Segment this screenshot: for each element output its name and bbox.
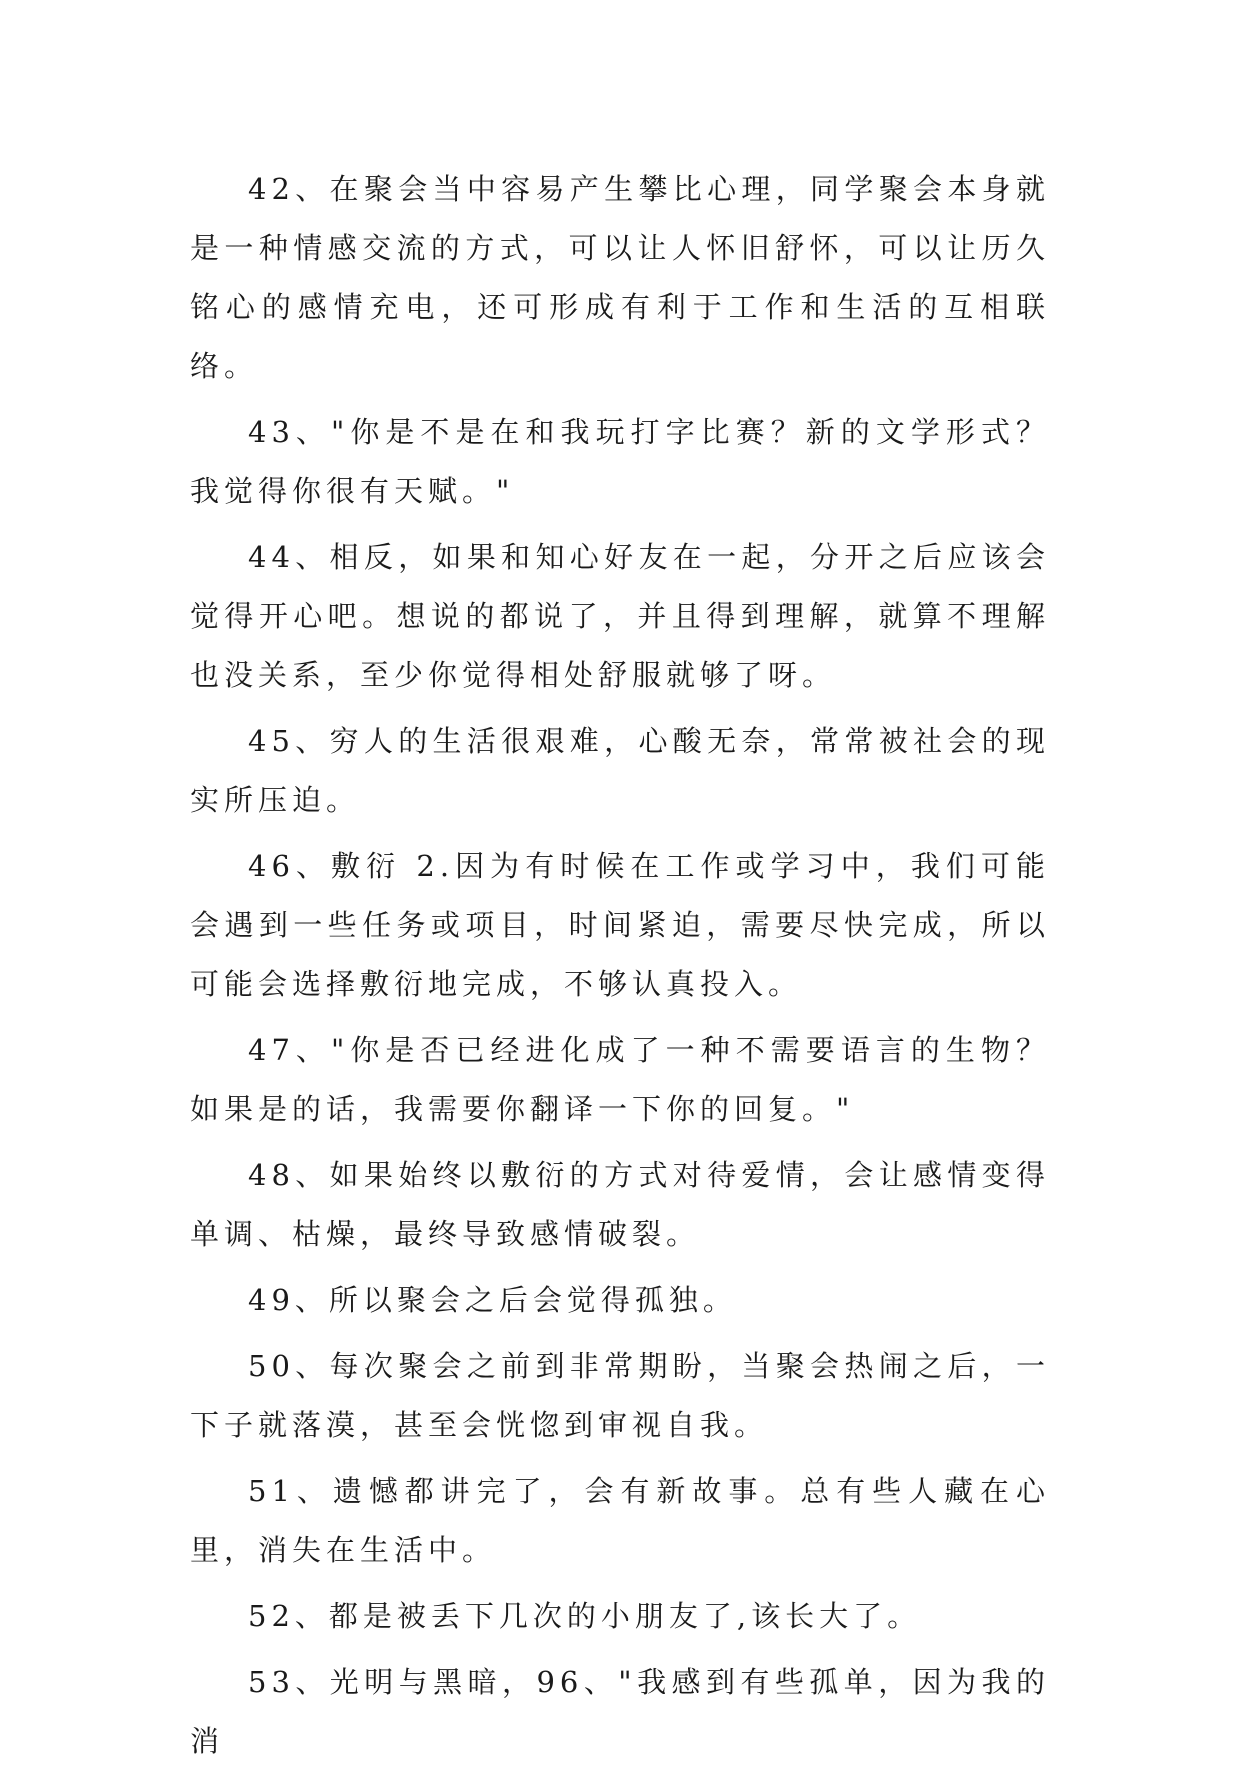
paragraph-45: 45、穷人的生活很艰难，心酸无奈，常常被社会的现实所压迫。: [190, 724, 1050, 817]
paragraph-46: 46、敷衍 2.因为有时候在工作或学习中，我们可能会遇到一些任务或项目，时间紧迫，需要尽快完成，所以可能会选择敷衍地完成，不够认真投入。: [190, 849, 1050, 1001]
paragraph-53: 53、光明与黑暗，96、"我感到有些孤单，因为我的消: [190, 1665, 1050, 1758]
paragraph-52: 52、都是被丢下几次的小朋友了,该长大了。: [248, 1599, 922, 1633]
paragraph-44: 44、相反，如果和知心好友在一起，分开之后应该会觉得开心吧。想说的都说了，并且得到理解，就算不理解也没关系，至少你觉得相处舒服就够了呀。: [190, 540, 1050, 692]
document-body: [190, 160, 1050, 1778]
paragraph-49: 49、所以聚会之后会觉得孤独。: [248, 1283, 737, 1317]
paragraph-47: 47、"你是否已经进化成了一种不需要语言的生物？如果是的话，我需要你翻译一下你的回复。": [190, 1033, 1050, 1126]
paragraph-42: 42、在聚会当中容易产生攀比心理，同学聚会本身就是一种情感交流的方式，可以让人怀旧舒怀，可以让历久铭心的感情充电，还可形成有利于工作和生活的互相联络。: [190, 172, 1050, 383]
paragraph-43: 43、"你是不是在和我玩打字比赛？新的文学形式？我觉得你很有天赋。": [190, 415, 1050, 508]
paragraph-48: 48、如果始终以敷衍的方式对待爱情，会让感情变得单调、枯燥，最终导致感情破裂。: [190, 1158, 1050, 1251]
paragraph-51: 51、遗憾都讲完了，会有新故事。总有些人藏在心里，消失在生活中。: [190, 1474, 1050, 1567]
paragraph-50: 50、每次聚会之前到非常期盼，当聚会热闹之后，一下子就落漠，甚至会恍惚到审视自我。: [190, 1349, 1050, 1442]
